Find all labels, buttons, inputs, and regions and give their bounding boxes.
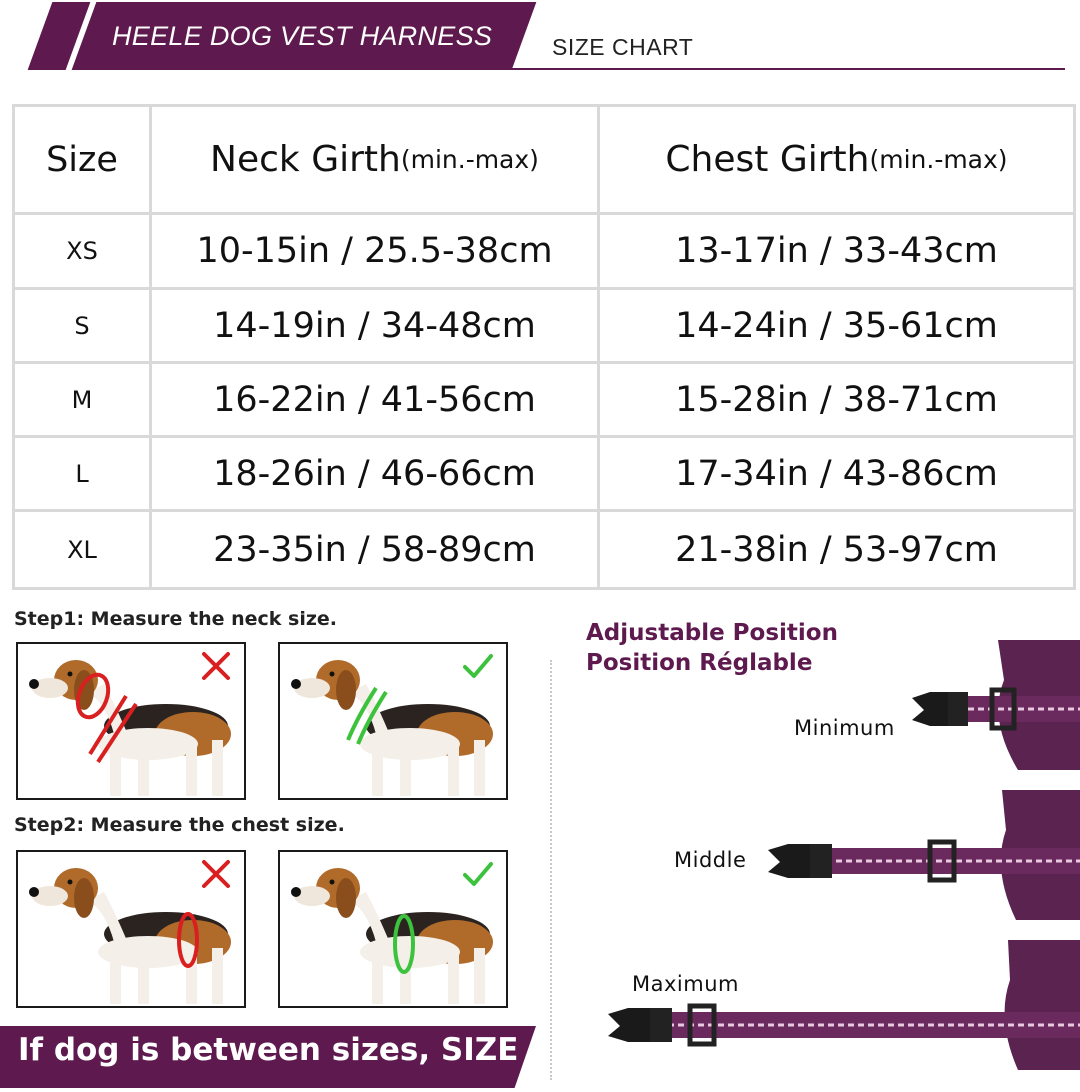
neck-wrong-photo	[16, 642, 246, 800]
section-divider	[550, 660, 552, 1080]
header-chest-hint: (min.-max)	[869, 145, 1008, 174]
size-cell: M	[15, 364, 149, 435]
chest-cell: 13-17in / 33-43cm	[600, 215, 1073, 287]
neck-cell: 18-26in / 46-66cm	[152, 438, 597, 509]
cross-icon	[200, 858, 232, 890]
neck-cell: 16-22in / 41-56cm	[152, 364, 597, 435]
chest-cell: 14-24in / 35-61cm	[600, 290, 1073, 361]
check-icon	[462, 858, 494, 890]
neck-cell: 23-35in / 58-89cm	[152, 512, 597, 587]
size-cell: S	[15, 290, 149, 361]
table-row	[15, 438, 1073, 509]
size-up-text: If dog is between sizes, SIZE UP	[18, 1032, 578, 1068]
size-cell: XS	[15, 215, 149, 287]
page-title: HEELE DOG VEST HARNESS	[112, 21, 493, 51]
table-row	[15, 364, 1073, 435]
header-cell-size	[15, 107, 149, 212]
size-cell: XL	[15, 512, 149, 587]
adjustable-title-en: Adjustable Position	[586, 620, 838, 646]
strap-middle	[766, 790, 1080, 920]
chest-right-photo	[278, 850, 508, 1008]
check-icon	[462, 650, 494, 682]
size-cell: L	[15, 438, 149, 509]
table-row	[15, 215, 1073, 287]
adjustable-title-fr: Position Réglable	[586, 650, 813, 676]
header-neck-hint: (min.-max)	[400, 145, 539, 174]
header-underline	[510, 68, 1065, 70]
position-label-middle: Middle	[674, 848, 747, 872]
neck-cell: 14-19in / 34-48cm	[152, 290, 597, 361]
header-neck-label: Neck Girth	[210, 139, 401, 180]
chest-wrong-photo	[16, 850, 246, 1008]
chest-cell: 21-38in / 53-97cm	[600, 512, 1073, 587]
header-cell-neck	[152, 107, 597, 212]
position-label-minimum: Minimum	[794, 716, 895, 740]
chest-cell: 17-34in / 43-86cm	[600, 438, 1073, 509]
step2-label: Step2: Measure the chest size.	[14, 814, 345, 836]
cross-icon	[200, 650, 232, 682]
chest-cell: 15-28in / 38-71cm	[600, 364, 1073, 435]
page-subtitle: SIZE CHART	[552, 34, 694, 60]
header-chest-label: Chest Girth	[665, 139, 870, 180]
step1-label: Step1: Measure the neck size.	[14, 608, 338, 630]
table-header-row	[15, 107, 1073, 212]
neck-cell: 10-15in / 25.5-38cm	[152, 215, 597, 287]
size-chart-table	[12, 104, 1076, 590]
header-cell-chest	[600, 107, 1073, 212]
strap-minimum	[908, 640, 1080, 770]
header-size-label: Size	[46, 139, 118, 180]
table-row	[15, 290, 1073, 361]
neck-right-photo	[278, 642, 508, 800]
position-label-maximum: Maximum	[632, 972, 739, 996]
table-row	[15, 512, 1073, 587]
strap-maximum	[604, 940, 1080, 1070]
